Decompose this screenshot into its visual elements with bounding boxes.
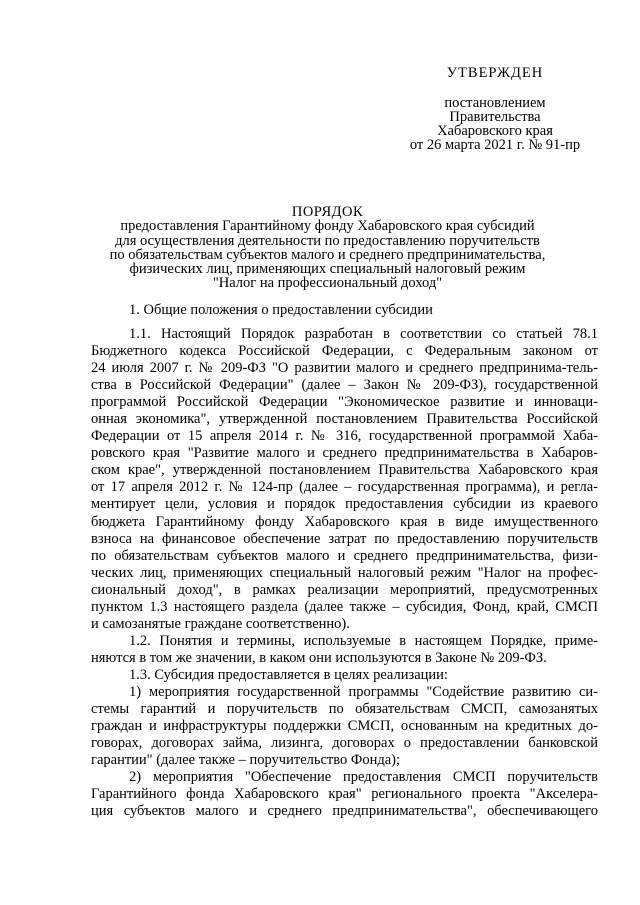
body-text-line: ментирует цели, условия и порядок предоставления субсидии из краевого xyxy=(91,496,598,513)
body-text-line: 1.2. Понятия и термины, используемые в настоящем Порядке, приме- xyxy=(129,632,598,649)
body-text-line: от 17 апреля 2012 г. № 124-пр (далее – государственная программа), и регла- xyxy=(91,479,598,496)
document-subtitle-line: для осуществления деятельности по предоставлению поручительств xyxy=(115,232,540,249)
body-text-line: сиональный доход", в рамках реализации мероприятий, предусмотренных xyxy=(91,581,598,598)
approval-line: постановлением xyxy=(444,95,546,111)
document-title: ПОРЯДОК xyxy=(291,204,364,220)
document-subtitle-line: "Налог на профессиональный доход" xyxy=(212,275,443,292)
document-subtitle-line: предоставления Гарантийному фонду Хабаровского края субсидий xyxy=(120,218,535,235)
body-text-line: Федерации от 15 апреля 2014 г. № 316, государственной программой Хаба- xyxy=(91,428,598,445)
document-body xyxy=(91,326,598,820)
body-text-line: Бюджетного кодекса Российской Федерации, с Федеральным законом от xyxy=(91,343,598,360)
body-text-line: по обязательствам субъектов малого и среднего предпринимательства, физи- xyxy=(91,547,598,564)
document-title-block xyxy=(70,205,585,291)
body-text-line: 1) мероприятия государственной программы "Содействие развитию си- xyxy=(129,683,598,700)
document-subtitle-line: физических лиц, применяющих специальный налоговый режим xyxy=(129,261,526,278)
body-text-line: ровского края "Развитие малого и среднего предпринимательства в Хабаров- xyxy=(91,445,598,462)
body-text-line: 2) мероприятия "Обеспечение предоставления СМСП поручительств xyxy=(129,769,598,786)
body-text-line: программой Российской Федерации "Экономическое развитие и инновaци- xyxy=(91,394,598,411)
approval-line: от 26 марта 2021 г. № 91-пр xyxy=(409,137,581,153)
body-text-line: 1.1. Настоящий Порядок разработан в соответствии со статьей 78.1 xyxy=(129,326,598,342)
body-text-line: онная экономика", утвержденной постановлением Правительства Российской xyxy=(91,411,598,428)
body-text-line: 1.3. Субсидия предоставляется в целях реализации: xyxy=(129,666,448,683)
body-text-line: ства в Российской Федерации" (далее – Закон № 209-ФЗ), государственной xyxy=(91,377,598,394)
approval-stamp xyxy=(395,66,595,152)
body-text-line: граждан и инфраструктуры поддержки СМСП, основанным на кредитных до- xyxy=(91,718,598,735)
body-text-line: гарантии" (далее также – поручительство Фонда); xyxy=(91,752,401,769)
body-text-line: говорах, договорах займа, лизинга, договорах о предоставлении банковской xyxy=(91,735,598,752)
approval-line: Правительства xyxy=(449,109,541,125)
body-text-line: ческих лиц, применяющих специальный налоговый режим "Налог на профес- xyxy=(91,564,598,581)
body-text-line: Гарантийного фонда Хабаровского края" регионального проекта "Акселера- xyxy=(91,786,598,803)
body-text-line: взноса на финансовое обеспечение затрат по предоставлению поручительств xyxy=(91,530,598,547)
body-text-line: няются в том же значении, в каком они используются в Законе № 209-ФЗ. xyxy=(91,649,547,666)
body-text-line: бюджета Гарантийному фонду Хабаровского края в виде имущественного xyxy=(91,513,598,530)
approval-line: Хабаровского края xyxy=(437,123,553,139)
section-heading: 1. Общие положения о предоставлении субсидии xyxy=(129,302,433,318)
body-text-line: стемы гарантий и поручительств по обязательствам СМСП, самозанятых xyxy=(91,701,598,718)
body-text-line: пунктом 1.3 настоящего раздела (далее также – субсидия, Фонд, край, СМСП xyxy=(91,598,598,615)
approval-heading: УТВЕРЖДЕН xyxy=(446,65,544,81)
document-subtitle-line: по обязательствам субъектов малого и среднего предпринимательства, xyxy=(109,246,546,263)
body-text-line: ция субъектов малого и среднего предпринимательства", обеспечивающего xyxy=(91,803,598,820)
body-text-line: ском крае", утвержденной постановлением Правительства Хабаровского края xyxy=(91,462,598,479)
body-text-line: и самозанятые граждане соответственно). xyxy=(91,615,350,632)
body-text-line: 24 июля 2007 г. № 209-ФЗ "О развитии малого и среднего предпринима-тель- xyxy=(91,360,598,377)
